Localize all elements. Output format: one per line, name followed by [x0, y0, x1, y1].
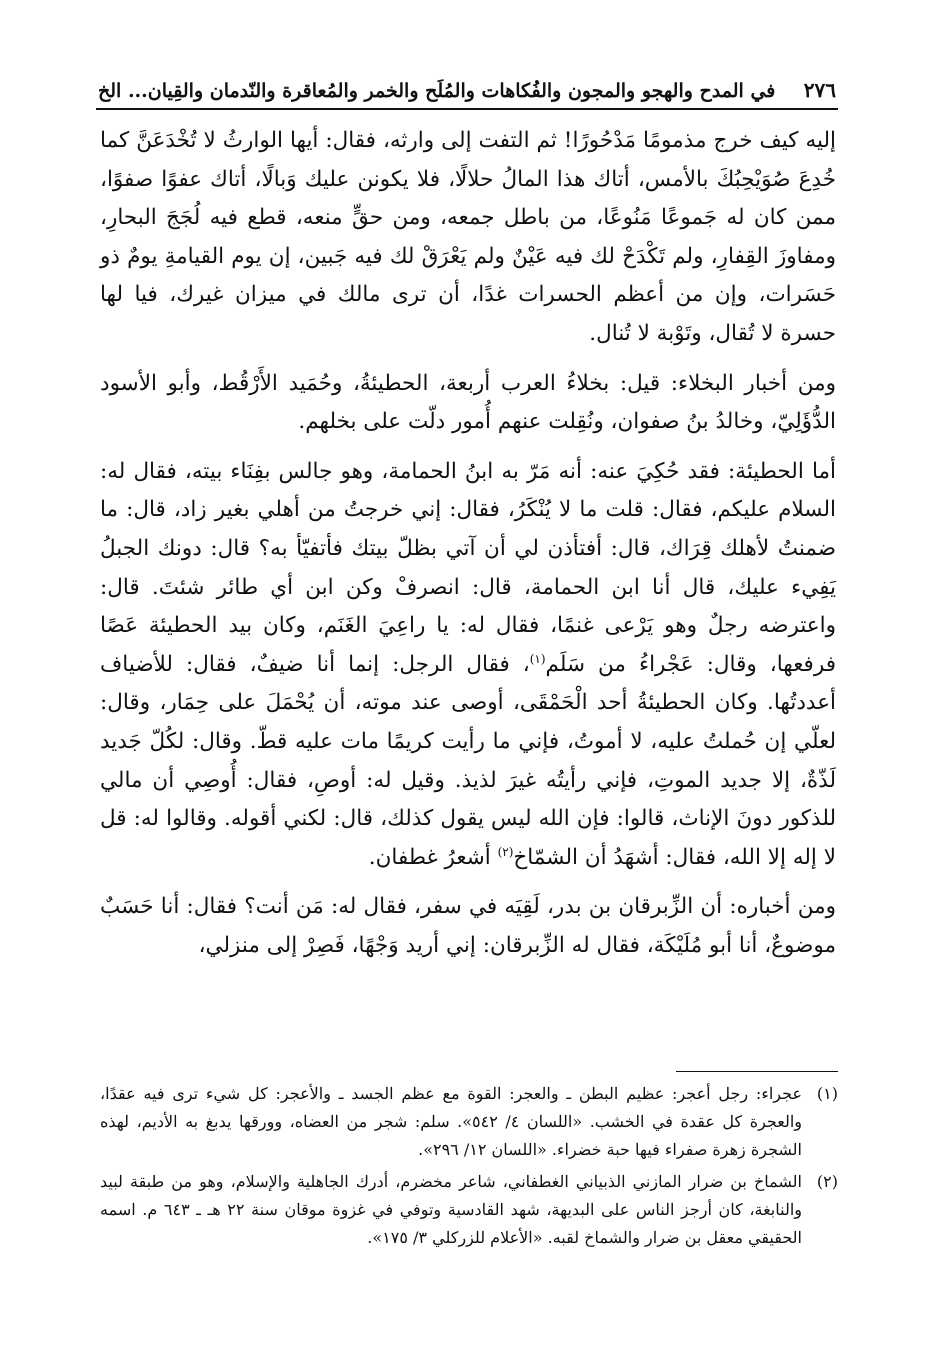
- footnote-number: (٢): [816, 1172, 838, 1191]
- running-title: في المدح والهجو والمجون والفُكاهات والمُلَح والخمر والمُعاقرة والنّدمان والقِيان... الخ: [98, 80, 776, 102]
- paragraph-3: [100, 453, 836, 878]
- page-number: ٢٧٦: [803, 78, 836, 102]
- footnote-number: (١): [816, 1084, 838, 1103]
- paragraph-3-part-a: أما الحطيئة: فقد حُكِيَ عنه: أنه مَرّ به ابنُ الحمامة، وهو جالس بفِنَاء بيته، فقال له: السلام عليكم، فقال: قلت ما لا يُنْكَرُ، فقال: إني خرجتُ من أهلي بغير زاد، قال: ما ضمنتُ لأهلك قِرَاك، قال: أفتأذن لي أن آتي بظلّ بيتك فأتفيّأ به؟ قال: دونك الجبلُ يَفِيء عليك، قال أنا ابن الحمامة، قال: انصرفْ وكن ابن أي طائر شئتَ. قال: واعترضه رجلٌ وهو يَرْعى غنمًا، فقال له: يا راعِيَ الغَنَم، وكان بيد الحطيئة عَصًا فرفعها، وقال: عَجْراءُ من سَلَم: [100, 458, 836, 677]
- paragraph-4: ومن أخباره: أن الزِّبرقان بن بدر، لَقِيَه في سفر، فقال له: مَن أنت؟ فقال: أنا حَسَبٌ موضوعٌ، أنا أبو مُلَيْكَة، فقال له الزِّبرقان: إني أريد وَجْهًا، فَصِرْ إلى منزلي،: [100, 894, 836, 958]
- paragraph-1: إليه كيف خرج مذمومًا مَدْحُورًا! ثم التفت إلى وارثه، فقال: أيها الوارثُ لا تُخْدَعَنَّ كما خُدِعَ صُوَيْحِبُكَ بالأمس، أتاك هذا المالُ حلالًا، فلا يكونن عليك وَبالًا، أتاك عفوًا صفوًا، ممن كان له جَموعًا مَنُوعًا، من باطل جمعه، ومن حقٍّ منعه، قطع فيه لُجَجَ البحارِ، ومفاوزَ القِفارِ، ولم تَكْدَحْ لك فيه عَيْنٌ ولم يَعْرَقْ لك فيه جَبين، إن يوم القيامةِ يومٌ ذو حَسَرات، وإن من أعظم الحسرات غدًا، أن ترى مالك في ميزان غيرك، فيا لها حسرة لا تُقال، وتَوْبة لا تُنال.: [100, 128, 836, 346]
- footnote-separator: [676, 1071, 838, 1072]
- main-text: [100, 122, 836, 976]
- footnote-text: الشماخ بن ضرار المازني الذبياني الغطفاني، شاعر مخضرم، أدرك الجاهلية والإسلام، وهو من طبقة لبيد والنابغة، كان أرجز الناس على البديهة، شهد القادسية وتوفي في غزوة موقان سنة ٢٢ هـ ـ ٦٤٣ م. اسمه الحقيقي معقل بن ضرار والشماخ لقبه. «الأعلام للزركلي ٣/ ١٧٥».: [100, 1172, 803, 1247]
- footnote-text: عجراء: رجل أعجر: عظيم البطن ـ والعجر: القوة مع عظم الجسد ـ والأعجر: كل شيء ترى فيه عقدًا، والعجرة كل عقدة في الخشب. «اللسان ٤/ ٥٤٢». سلم: شجر من العضاه، وورقها يدبغ به الأديم، لهذه الشجرة زهرة صفراء فيها حبة خضراء. «اللسان ١٢/ ٢٩٦».: [100, 1084, 803, 1159]
- footnotes: [100, 1080, 838, 1256]
- paragraph-3-part-b: ، فقال الرجل: إنما أنا ضيفٌ، فقال: للأضياف أعددتُها. وكان الحطيئةُ أحد الْحَمْقَى، أوصى عند موته، أن يُحْمَلَ على حِمَار، وقال: لعلّي إن حُملتُ عليه، لا أموتُ، فإني ما رأيت كريمًا مات عليه قطّ. وقال: لكُلّ جَديد لَذّةٌ، إلا جديد الموتِ، فإني رأيتُه غيرَ لذيذ. وقيل له: أوصِ، فقال: أُوصِي أن مالي للذكور دونَ الإناث، قالوا: فإن الله ليس يقول كذلك، قال: لكني أقوله. وقالوا له: قل لا إله إلا الله، فقال: أشهَدُ أن الشمّاخ: [100, 651, 836, 870]
- footnote-ref-2[interactable]: (٢): [497, 844, 514, 859]
- page-header: [96, 64, 838, 110]
- paragraph-3-part-c: أشعرُ غطفان.: [368, 844, 498, 870]
- footnote-2: [100, 1168, 838, 1252]
- paragraph-2: ومن أخبار البخلاء: قيل: بخلاءُ العرب أربعة، الحطيئةُ، وحُمَيد الأَرْقُط، وأبو الأسود الدُّؤَلِيّ، وخالدُ بنُ صفوان، ونُقِلت عنهم أُمور دلّت على بخلهم.: [100, 370, 836, 435]
- footnote-1: [100, 1080, 838, 1164]
- footnote-ref-1[interactable]: (١): [529, 651, 546, 666]
